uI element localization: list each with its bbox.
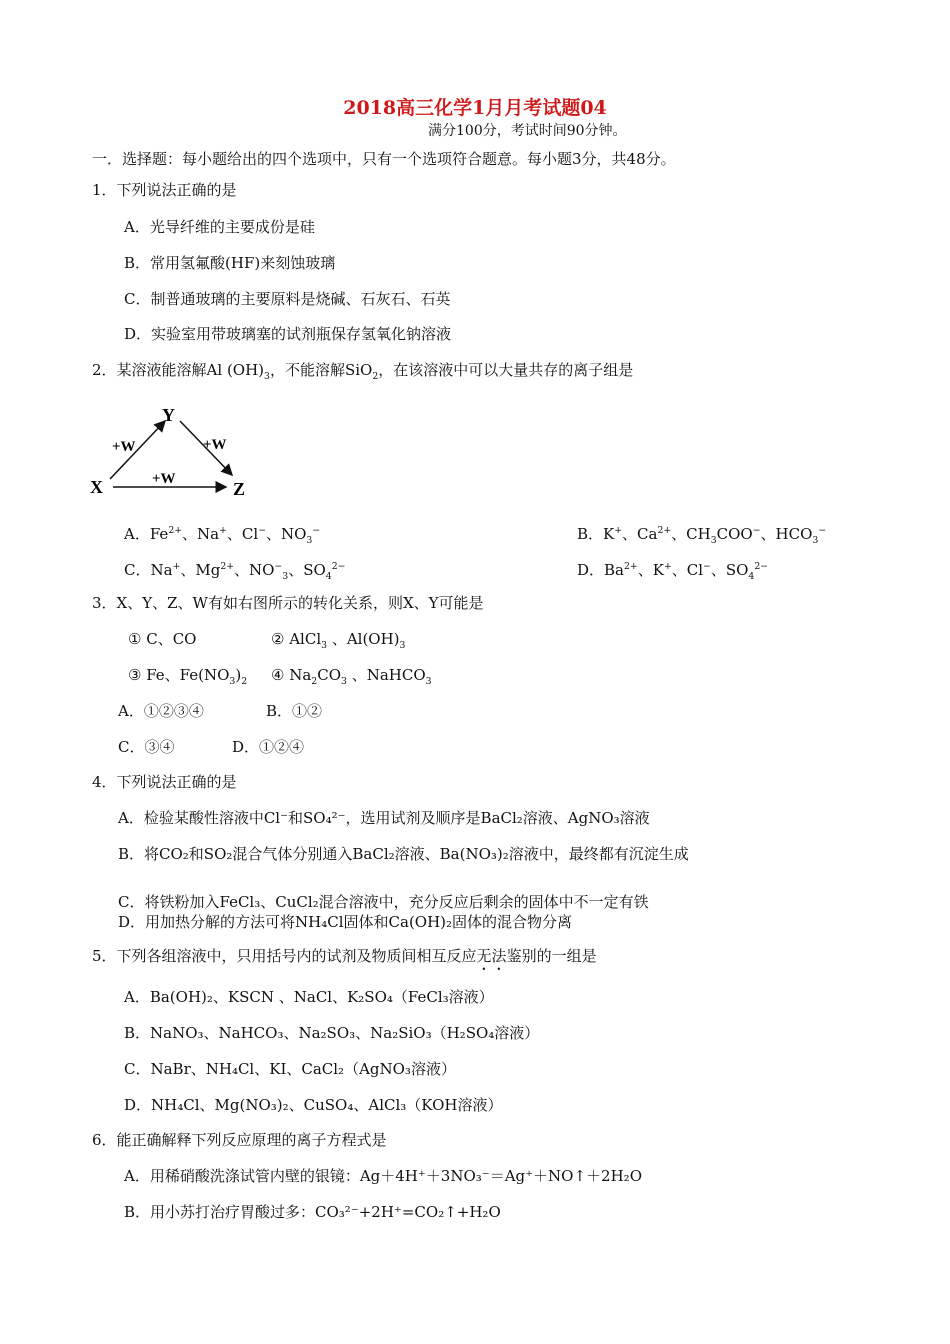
q3-item-3: ③ Fe、$Fe(NO_3)_2$: [128, 666, 248, 687]
emphasis-text: 无法: [476, 947, 507, 965]
exam-subtitle: 满分100分，考试时间90分钟。: [428, 123, 627, 139]
q1-option-a: A．光导纤维的主要成份是硅: [124, 218, 315, 236]
section-heading: 一．选择题：每小题给出的四个选项中，只有一个选项符合题意。每小题3分，共48分。: [92, 150, 676, 168]
q1-option-c: C．制普通玻璃的主要原料是烧碱、石灰石、石英: [124, 290, 451, 308]
node-x: X: [90, 477, 103, 497]
q3-option-a: A．①②③④: [118, 702, 204, 720]
q2-option-d: D．$Ba^{2+}$、K+、Cl−、$SO_4^{2-}$: [577, 561, 769, 582]
q5-option-a: A．Ba(OH)₂、KSCN 、NaCl、K₂SO₄（FeCl₃溶液）: [124, 988, 494, 1006]
q5-option-c: C．NaBr、NH₄Cl、KI、CaCl₂（AgNO₃溶液）: [124, 1060, 456, 1078]
q4-option-b: B．将CO₂和SO₂混合气体分别通入BaCl₂溶液、Ba(NO₃)₂溶液中，最终都有沉淀生成: [118, 845, 689, 863]
q4-option-c: C．将铁粉加入FeCl₃、CuCl₂混合溶液中，充分反应后剩余的固体中不一定有铁: [118, 893, 649, 911]
label-x-y: +W: [112, 439, 136, 455]
q5-option-d: D．NH₄Cl、Mg(NO₃)₂、CuSO₄、AlCl₃（KOH溶液）: [124, 1096, 503, 1114]
q5-stem: 5．下列各组溶液中，只用括号内的试剂及物质间相互反应无法鉴别的一组是: [92, 947, 597, 965]
node-y: Y: [162, 405, 175, 425]
q1-stem: 1．下列说法正确的是: [92, 181, 237, 199]
q2-option-b: B．K+、$Ca^{2+}$、$CH_3COO^-$、$HCO_3^-$: [577, 525, 827, 546]
q3-item-4: ④ $Na_2CO_3$ 、NaHCO$_3$: [271, 666, 432, 687]
q1-option-b: B．常用氢氟酸(HF)来刻蚀玻璃: [124, 254, 336, 272]
q4-option-a: A．检验某酸性溶液中Cl⁻和SO₄²⁻，选用试剂及顺序是BaCl₂溶液、AgNO₃溶液: [118, 809, 650, 827]
q3-option-d: D．①②④: [232, 738, 305, 756]
q2-stem: 2．某溶液能溶解Al $(OH)_3$，不能溶解SiO$_2$，在该溶液中可以大量共存的离子组是: [92, 361, 634, 382]
label-y-z: +W: [203, 437, 227, 453]
q3-option-c: C．③④: [118, 738, 175, 756]
q6-option-b: B．用小苏打治疗胃酸过多：CO₃²⁻+2H⁺=CO₂↑+H₂O: [124, 1203, 501, 1221]
node-z: Z: [233, 479, 246, 497]
label-x-z: +W: [152, 471, 176, 487]
q4-stem: 4．下列说法正确的是: [92, 773, 237, 791]
q3-item-1: ① C、CO: [128, 630, 197, 648]
q6-stem: 6．能正确解释下列反应原理的离子方程式是: [92, 1131, 387, 1149]
q4-option-d: D．用加热分解的方法可将NH₄Cl固体和Ca(OH)₂固体的混合物分离: [118, 913, 573, 931]
q2-option-c: C．Na+、$Mg^{2+}$、$NO^-_3$、$SO_4^{2-}$: [124, 561, 346, 582]
q3-item-2: ② AlCl$_3$ 、$Al(OH)_3$: [271, 630, 406, 651]
q1-option-d: D．实验室用带玻璃塞的试剂瓶保存氢氧化钠溶液: [124, 325, 452, 343]
q5-option-b: B．NaNO₃、NaHCO₃、Na₂SO₃、Na₂SiO₃（H₂SO₄溶液）: [124, 1024, 540, 1042]
q6-option-a: A．用稀硝酸洗涤试管内壁的银镜：Ag＋4H⁺＋3NO₃⁻＝Ag⁺＋NO↑＋2H₂O: [124, 1167, 642, 1185]
q3-stem: 3．X、Y、Z、W有如右图所示的转化关系，则X、Y可能是: [92, 594, 484, 612]
q2-option-a: A．$Fe^{2+}$、Na+、Cl−、$NO_3^-$: [124, 525, 321, 546]
transformation-diagram: [88, 405, 253, 497]
q3-option-b: B．①②: [266, 702, 323, 720]
exam-title: 2018高三化学1月月考试题04: [343, 97, 607, 119]
